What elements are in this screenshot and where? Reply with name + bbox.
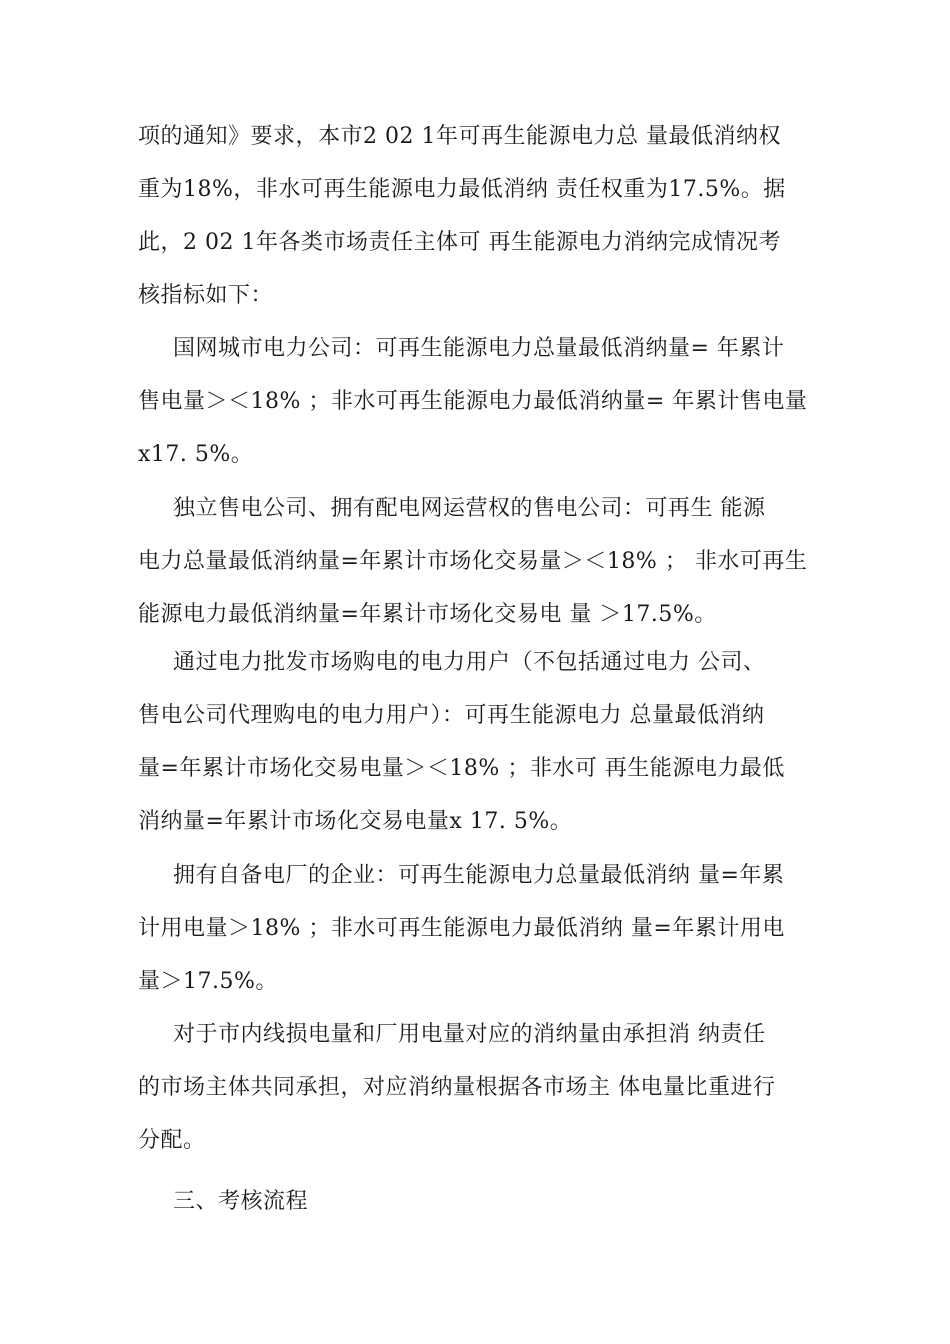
text-line: 对于市内线损电量和厂用电量对应的消纳量由承担消 纳责任 [173,1022,766,1047]
text-line: 分配。 [138,1128,206,1153]
paragraph-self-owned-plants [138,849,828,1008]
text-line: 重为18%，非水可再生能源电力最低消纳 责任权重为17.5%。据 [138,177,786,202]
text-line: 量＞17.5%。 [138,969,278,994]
text-line: 核指标如下： [138,283,274,308]
text-line: 消纳量=年累计市场化交易电量x 17. 5%。 [138,809,573,834]
text-line: 通过电力批发市场购电的电力用户（不包括通过电力 公司、 [173,650,766,675]
paragraph-independent-retailers [138,482,828,641]
text-line: 国网城市电力公司：可再生能源电力总量最低消纳量= 年累计 [173,336,785,361]
text-line: 能源电力最低消纳量=年累计市场化交易电 量 ＞17.5%。 [138,602,717,627]
text-line: 项的通知》要求，本市2 02 1年可再生能源电力总 量最低消纳权 [138,124,781,149]
text-line: 的市场主体共同承担，对应消纳量根据各市场主 体电量比重进行 [138,1075,776,1100]
paragraph-wholesale-users [138,636,828,848]
text-line: 拥有自备电厂的企业：可再生能源电力总量最低消纳 量=年累 [173,863,785,888]
paragraph-state-grid [138,322,828,481]
text-line: 电力总量最低消纳量=年累计市场化交易量＞＜18% ； 非水可再生 [138,549,808,574]
text-line: 售电量＞＜18% ；非水可再生能源电力最低消纳量= 年累计售电量 [138,389,808,414]
text-line: 独立售电公司、拥有配电网运营权的售电公司：可再生 能源 [173,496,766,521]
text-line: x17. 5%。 [138,442,254,467]
section-heading [138,1175,828,1228]
heading-line: 三、考核流程 [173,1189,309,1214]
text-line: 此，2 02 1年各类市场责任主体可 再生能源电力消纳完成情况考 [138,230,781,255]
text-line: 售电公司代理购电的电力用户）：可再生能源电力 总量最低消纳 [138,703,765,728]
paragraph-intro [138,110,828,322]
text-line: 计用电量＞18% ；非水可再生能源电力最低消纳 量=年累计用电 [138,916,785,941]
text-line: 量=年累计市场化交易电量＞＜18% ；非水可 再生能源电力最低 [138,756,785,781]
paragraph-line-loss [138,1008,828,1167]
